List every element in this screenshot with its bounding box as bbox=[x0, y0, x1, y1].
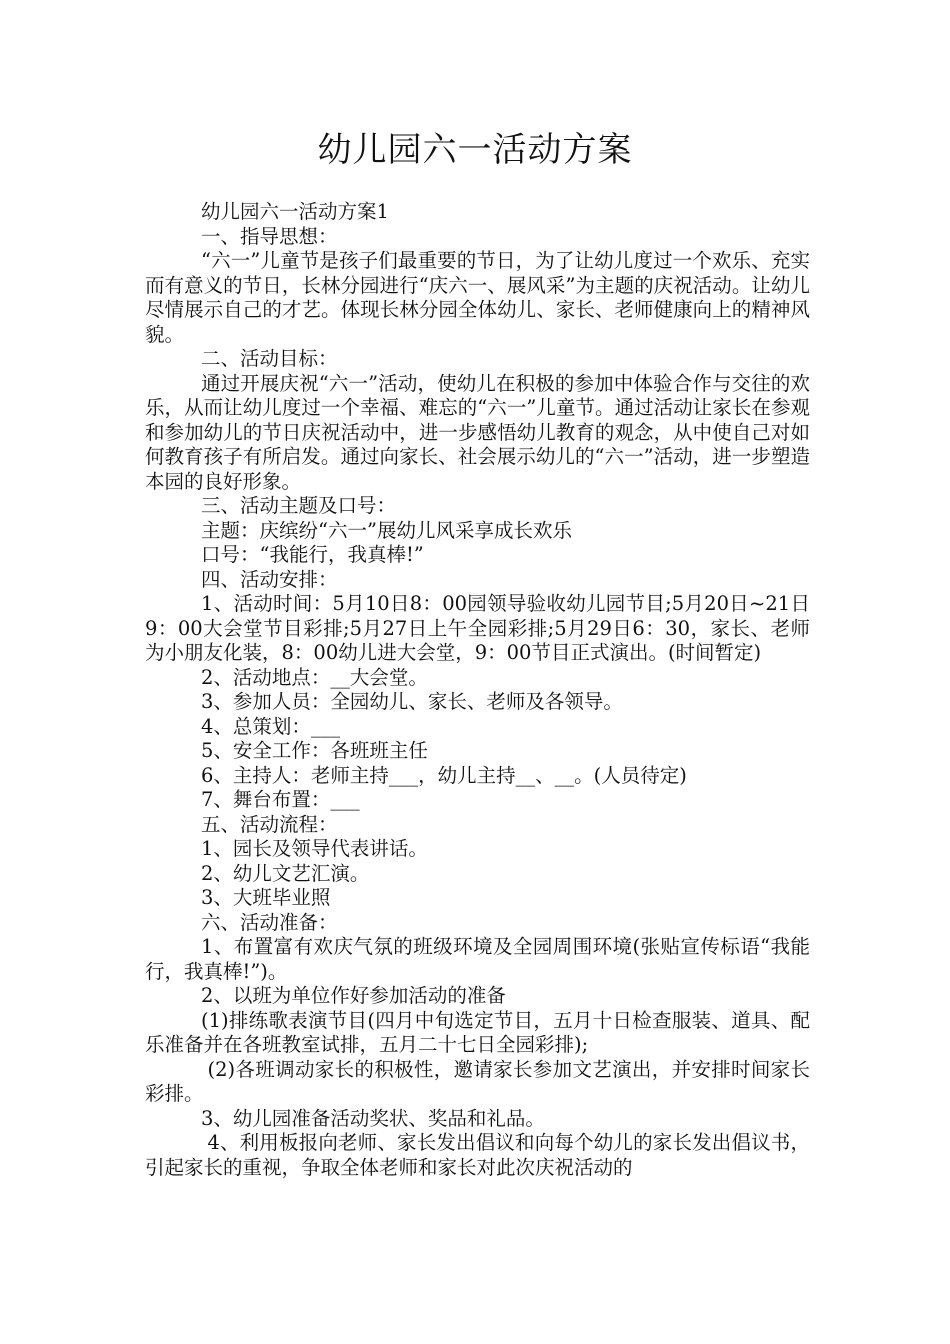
paragraph: 通过开展庆祝“六一”活动，使幼儿在积极的参加中体验合作与交往的欢乐，从而让幼儿度过一个幸福、难忘的“六一”儿童节。通过活动让家长在参观和参加幼儿的节日庆祝活动中，进一步感悟幼儿教育的观念，从中使自己对如何教育孩子有所启发。通过向家长、社会展示幼儿的“六一”活动，进一步塑造本园的良好形象。 bbox=[145, 371, 810, 493]
section-heading: 一、指导思想： bbox=[201, 224, 338, 248]
paragraph: “六一”儿童节是孩子们最重要的节日，为了让幼儿度过一个欢乐、充实而有意义的节日，长林分园进行“庆六一、展风采”为主题的庆祝活动。让幼儿尽情展示自己的才艺。体现长林分园全体幼儿、家长、老师健康向上的精神风貌。 bbox=[145, 249, 810, 346]
section-heading: 六、活动准备： bbox=[201, 910, 338, 934]
paragraph: 5、安全工作：各班班主任 bbox=[201, 739, 428, 762]
paragraph: 4、总策划：___ bbox=[201, 714, 341, 738]
paragraph: 主题：庆缤纷“六一”展幼儿风采享成长欢乐 bbox=[201, 518, 572, 542]
paragraph: 口号：“我能行，我真棒!” bbox=[201, 543, 424, 566]
paragraph: 3、参加人员：全园幼儿、家长、老师及各领导。 bbox=[201, 690, 623, 713]
paragraph: 7、舞台布置：___ bbox=[201, 788, 360, 811]
section-heading: 三、活动主题及口号： bbox=[201, 494, 397, 517]
paragraph: 4、利用板报向老师、家长发出倡议和向每个幼儿的家长发出倡议书，引起家长的重视，争取全体老师和家长对此次庆祝活动的 bbox=[145, 1131, 810, 1179]
paragraph: 6、主持人：老师主持___，幼儿主持__、__。(人员待定) bbox=[201, 763, 687, 787]
document-body bbox=[145, 200, 810, 1180]
paragraph: 3、幼儿园准备活动奖状、奖品和礼品。 bbox=[201, 1106, 545, 1130]
paragraph: (1)排练歌表演节目(四月中旬选定节目，五月十日检查服装、道具、配乐准备并在各班教室试排，五月二十七日全园彩排); bbox=[145, 1008, 810, 1056]
section-heading: 二、活动目标： bbox=[201, 347, 338, 370]
paragraph: 2、以班为单位作好参加活动的准备 bbox=[201, 984, 506, 1007]
paragraph: 2、活动地点：__大会堂。 bbox=[201, 665, 428, 689]
document-title: 幼儿园六一活动方案 bbox=[317, 130, 633, 170]
paragraph: 3、大班毕业照 bbox=[201, 886, 331, 909]
section-heading: 四、活动安排： bbox=[201, 567, 338, 591]
paragraph: 幼儿园六一活动方案1 bbox=[201, 200, 389, 223]
paragraph: 1、园长及领导代表讲话。 bbox=[201, 837, 428, 860]
paragraph: (2)各班调动家长的积极性，邀请家长参加文艺演出，并安排时间家长彩排。 bbox=[145, 1057, 811, 1105]
section-heading: 五、活动流程： bbox=[201, 812, 338, 836]
paragraph: 2、幼儿文艺汇演。 bbox=[201, 861, 370, 885]
paragraph: 1、布置富有欢庆气氛的班级环境及全园周围环境(张贴宣传标语“我能行，我真棒!”)。 bbox=[145, 935, 810, 983]
paragraph: 1、活动时间：5月10日8：00园领导验收幼儿园节目;5月20日~21日9：00大会堂节目彩排;5月27日上午全园彩排;5月29日6：30，家长、老师为小朋友化装，8：00幼儿进大会堂，9：00节目正式演出。(时间暂定) bbox=[145, 592, 810, 664]
